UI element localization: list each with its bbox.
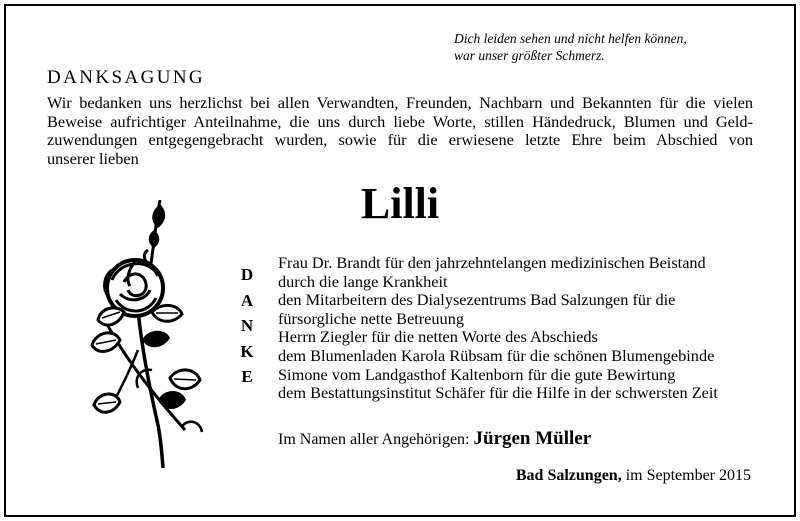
danke-letter: K xyxy=(240,341,254,361)
intro-line: Wir bedanken uns herzlichst bei allen Verwandten, Freunden, Nachbarn und Bekannten für die vielen xyxy=(47,93,753,112)
danke-vertical-word xyxy=(237,262,257,390)
memorial-quote xyxy=(454,30,754,64)
thanks-line: den Mitarbeitern des Dialysezentrums Bad Salzungen für die xyxy=(278,290,676,310)
intro-line: zuwendungen entgegengebracht wurden, sowie für die erwiesene letzte Ehre beim Abschied von xyxy=(47,130,753,150)
rose-icon xyxy=(90,200,205,470)
thanks-line: durch die lange Krankheit xyxy=(278,271,448,291)
thanks-line: dem Bestattungsinstitut Schäfer für die Hilfe in der schwersten Zeit xyxy=(278,383,718,403)
place-date xyxy=(516,467,751,485)
intro-line: unserer lieben xyxy=(47,148,139,168)
signature-line xyxy=(278,428,591,450)
danke-letter: N xyxy=(240,316,254,336)
thanks-line: dem Blumenladen Karola Rübsam für die schönen Blumengebinde xyxy=(278,345,715,365)
quote-line-2: war unser größter Schmerz. xyxy=(454,48,605,63)
danke-letter: A xyxy=(240,290,254,310)
thanks-list xyxy=(278,254,758,403)
place-city: Bad Salzungen, xyxy=(515,467,622,484)
danke-letter: E xyxy=(241,367,253,387)
deceased-name: Lilli xyxy=(360,179,440,228)
signature-prefix: Im Namen aller Angehörigen: xyxy=(278,431,470,448)
intro-line: Beweise aufrichtiger Anteilnahme, die uns durch liebe Worte, stillen Händedruck, Blumen und Geld- xyxy=(47,111,753,131)
thanks-line: fürsorgliche nette Betreuung xyxy=(278,308,464,328)
thanks-line: Simone vom Landgasthof Kaltenborn für die gute Bewirtung xyxy=(278,364,676,384)
notice-heading: DANKSAGUNG xyxy=(47,67,206,88)
quote-line-1: Dich leiden sehen und nicht helfen können, xyxy=(454,31,687,46)
intro-paragraph xyxy=(47,94,753,168)
danke-letter: D xyxy=(240,265,254,284)
thanks-line: Herrn Ziegler für die netten Worte des Abschieds xyxy=(278,327,598,347)
signature-name: Jürgen Müller xyxy=(473,428,592,449)
place-date-text: im September 2015 xyxy=(625,467,751,484)
thanks-line: Frau Dr. Brandt für den jahrzehntelangen medizinischen Beistand xyxy=(278,253,706,272)
